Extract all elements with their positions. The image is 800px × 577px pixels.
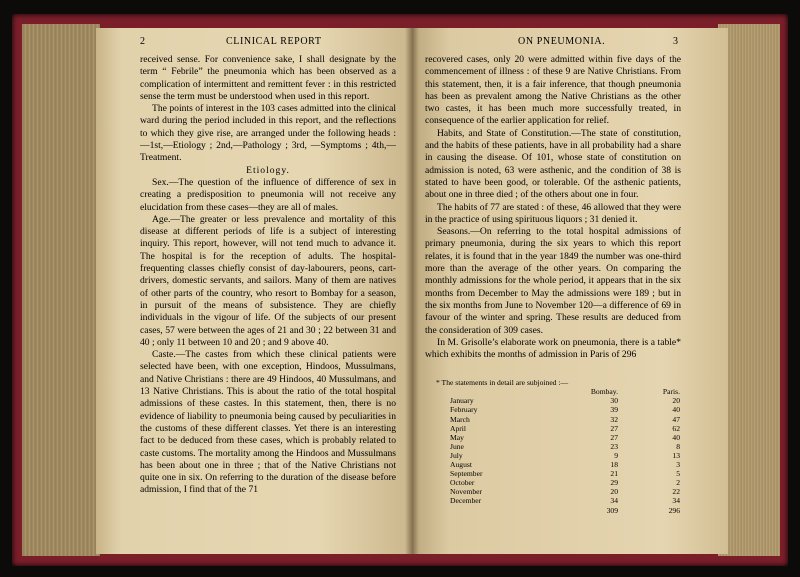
bombay-cell: 9 [614,450,618,460]
table-total-row [450,506,680,515]
table-row [450,487,680,496]
column-header-paris: Paris. [662,387,680,397]
paris-cell: 40 [672,432,680,442]
paragraph: The points of interest in the 103 cases admitted into the clinical ward during the period included in this report, and the reflections to which they give rise, are arranged under the following heads :—1st,—Etiology ; 2nd,—Pathology ; 3rd, —Symptoms ; 4th,—Treatment. [140,103,396,164]
paragraph: Sex.—The question of the influence of difference of sex in creating a predisposition to pneumonia will not receive any elucidation from these cases—they are all of males. [140,176,396,213]
right-running-head: ON PNEUMONIA. [518,36,606,47]
paragraph: Age.—The greater or less prevalence and mortality of this disease at different periods of life is a subject of interesting inquiry. This report, however, will not tend much to advance it. The hospital is for the reception of adults. The hospital-frequenting classes chiefly consist of day-labourers, peons, cart-drivers, domestic servants, and sailors. Many of them are natives of other parts of the country, who resort to Bombay for a season, in pursuit of the means of subsistence. They are chiefly individuals in the vigour of life. Of the subjects of our present cases, 57 were between the ages of 21 and 30 ; 22 between 31 and 40 ; only 11 between 10 and 20 ; and 9 above 40. [140,213,396,348]
bombay-total: 309 [606,505,618,515]
table-row [450,451,680,460]
table-row [450,478,680,487]
bombay-cell: 18 [610,460,618,470]
paris-cell: 22 [672,487,680,497]
paragraph: recovered cases, only 20 were admitted within five days of the commencement of illness : of these 9 are Native Christians. From this statement, then, it is a fair inference, that though pneumonia has been as prevalent among the Native Christians as the other two castes, it has been much more successfully treated, in consequence of the earlier application for relief. [425,54,681,127]
month-cell: December [450,496,482,506]
paris-cell: 2 [676,478,680,488]
table-row [450,460,680,469]
bombay-cell: 27 [610,432,618,442]
admissions-table [450,387,680,514]
bombay-cell: 23 [610,441,618,451]
month-cell: March [450,414,470,424]
paris-cell: 3 [676,460,680,470]
month-cell: June [450,441,464,451]
paragraph: Seasons.—On referring to the total hospital admissions of primary pneumonia, during the six years to which this report relates, it is found that in the year 1849 the number was one-third more than the average of the other years. On comparing the monthly admissions for the whole period, it appears that in the six months from December to May the admissions were 189 ; but in the six months from June to November 120—a difference of 69 in favour of the winter and spring. These results are deduced from the consideration of 309 cases. [425,226,681,336]
paragraph: received sense. For convenience sake, I shall designate by the term “ Febrile” the pneumonia which has been observed as a complication of intermittent and remittent fever : in this restricted sense the term must be understood when used in this report. [140,54,396,102]
paris-cell: 40 [672,405,680,415]
table-row [450,442,680,451]
footnote [430,378,680,515]
month-cell: August [450,460,472,470]
paragraph: The habits of 77 are stated : of these, 46 allowed that they were in the practice of using spirituous liquors ; 31 denied it. [425,201,681,225]
table-header-row [450,387,680,396]
right-page-number: 3 [673,36,679,47]
left-page-text [140,54,396,497]
paris-cell: 8 [676,441,680,451]
paragraph: Caste.—The castes from which these clinical patients were selected have been, with one exception, Hindoos, Mussulmans, and Native Christians : there are 49 Hindoos, 40 Mussulmans, and 13 Native Christians. This is about the ratio of the total hospital admissions of these castes. In this statement, then, there is no evidence of liability to pneumonia being caused by peculiarities in the customs of these different classes. Yet there is an interesting fact to be deduced from these cases, which is probably related to caste customs. The mortality among the Hindoos and Mussulmans has been about one in three ; that of the Native Christians not quite one in six. On referring to the duration of the disease before admission, I find that of the 71 [140,349,396,496]
paris-total: 296 [668,505,680,515]
month-cell: January [450,396,474,406]
bombay-cell: 30 [610,396,618,406]
left-page-number: 2 [140,36,146,47]
left-running-head: CLINICAL REPORT [226,36,322,47]
bombay-cell: 34 [610,496,618,506]
paris-cell: 62 [672,423,680,433]
footnote-intro: * The statements in detail are subjoined :— [436,378,569,387]
section-heading: Etiology. [246,164,290,176]
table-row [450,496,680,505]
bombay-cell: 39 [610,405,618,415]
paris-cell: 20 [672,396,680,406]
month-cell: October [450,478,475,488]
table-row [450,396,680,405]
bombay-cell: 32 [610,414,618,424]
paris-cell: 34 [672,496,680,506]
month-cell: November [450,487,483,497]
column-header-bombay: Bombay. [590,387,618,397]
month-cell: February [450,405,478,415]
bombay-cell: 21 [610,469,618,479]
paragraph: Habits, and State of Constitution.—The state of constitution, and the habits of these patients, have in all probability had a share in causing the disease. Of 101, whose state of constitution on admission is noted, 63 were asthenic, and the condition of 38 is stated to have been good, or tolerable. Of the asthenic patients, about one in three died ; of the others about one in four. [425,127,681,201]
bombay-cell: 29 [610,478,618,488]
paris-cell: 5 [676,469,680,479]
table-row [450,424,680,433]
paris-cell: 47 [672,414,680,424]
table-row [450,469,680,478]
book-gutter [405,28,419,554]
table-row [450,415,680,424]
table-row [450,433,680,442]
right-page-text [425,54,681,361]
month-cell: September [450,469,483,479]
month-cell: April [450,423,467,433]
bombay-cell: 20 [610,487,618,497]
paragraph: In M. Grisolle’s elaborate work on pneumonia, there is a table* which exhibits the months of admission in Paris of 296 [425,336,681,361]
paris-cell: 13 [672,450,680,460]
left-page-edges [22,24,100,556]
table-row [450,405,680,414]
month-cell: May [450,432,464,442]
bombay-cell: 27 [610,423,618,433]
month-cell: July [450,450,463,460]
